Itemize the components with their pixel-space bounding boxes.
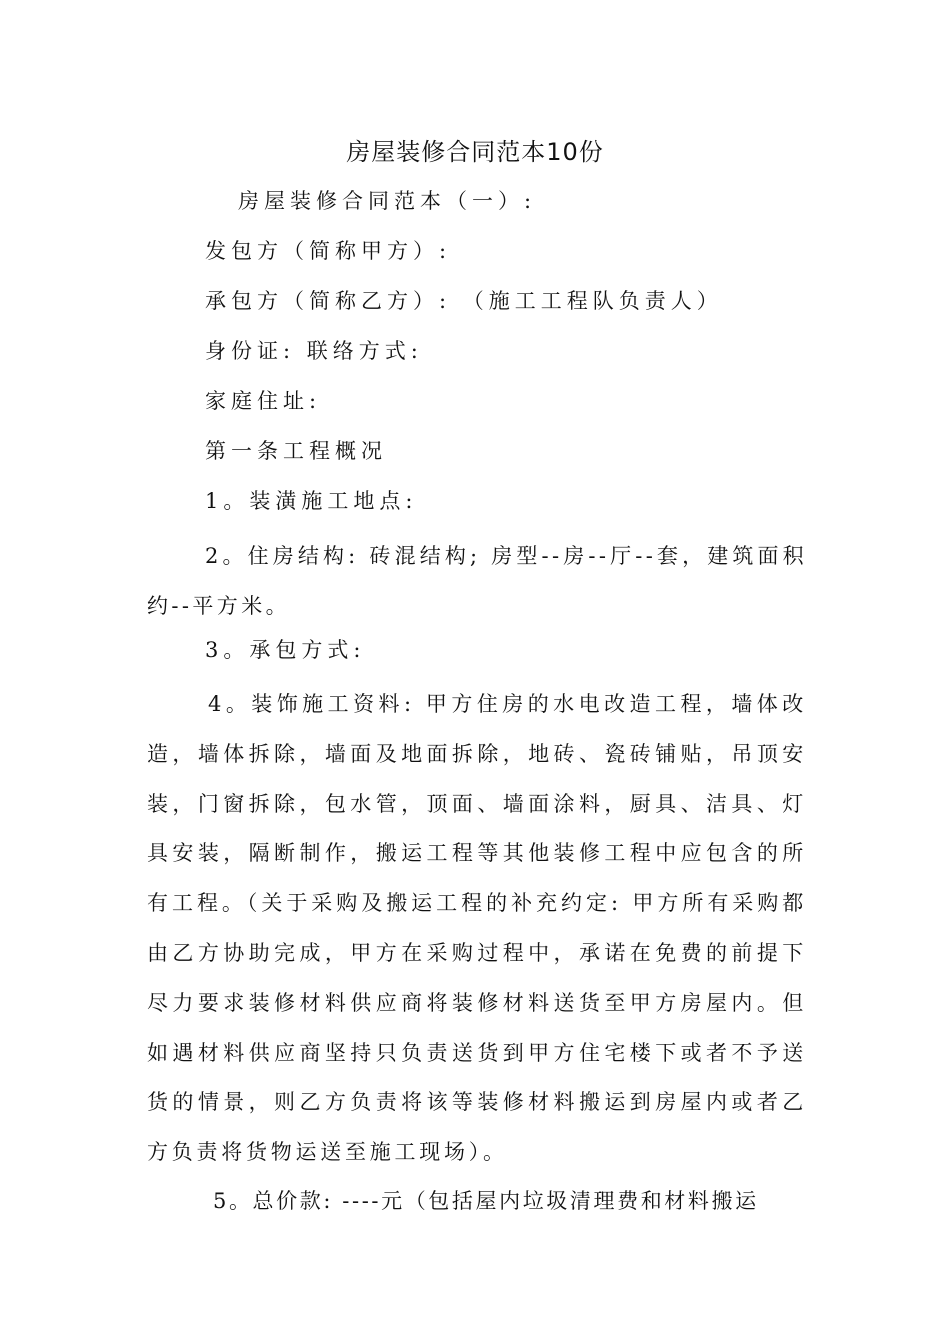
item-5-paragraph: 5。总价款: ----元（包括屋内垃圾清理费和材料搬运: [213, 1189, 759, 1213]
party-b-line: 承包方（简称乙方）: （施工工程队负责人）: [205, 289, 723, 313]
item-2-paragraph: 2。住房结构: 砖混结构; 房型--房--厅--套，建筑面积约--平方米。: [147, 544, 807, 618]
article-one-heading: 第一条工程概况: [205, 439, 387, 463]
document-title: 房屋装修合同范本10份: [346, 138, 604, 166]
item-4-paragraph: 4。装饰施工资料: 甲方住房的水电改造工程，墙体改造，墙体拆除，墙面及地面拆除，地砖、瓷砖铺贴，吊顶安装，门窗拆除，包水管，顶面、墙面涂料，厨具、洁具、灯具安装，隔断制作，搬运工程等其他装修工程中应包含的所有工程。（关于采购及搬运工程的补充约定: 甲方所有采购都由乙方协助完成，甲方在采购过程中，承诺在免费的前提下尽力要求装修材料供应商将装修材料送货至甲方房屋内。但如遇材料供应商坚持只负责送货到甲方住宅楼下或者不予送货的情景，则乙方负责将该等装修材料搬运到房屋内或者乙方负责将货物运送至施工现场）。: [147, 692, 807, 1165]
address-line: 家庭住址:: [205, 389, 322, 413]
id-contact-line: 身份证: 联络方式:: [205, 339, 423, 363]
item-1-line: 1。装潢施工地点:: [205, 489, 418, 513]
party-a-line: 发包方（简称甲方）:: [205, 239, 452, 263]
item-3-line: 3。承包方式:: [205, 638, 366, 662]
heading-contract-one: 房屋装修合同范本（一）:: [238, 189, 537, 213]
